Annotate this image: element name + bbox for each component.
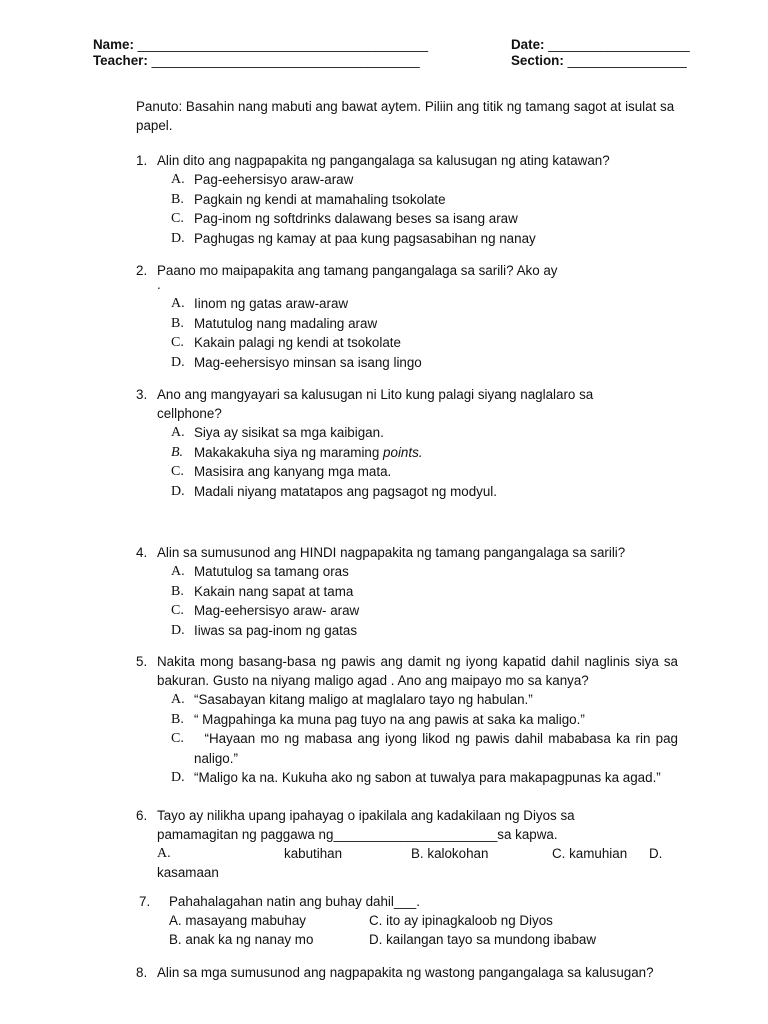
option-b: B. Kakain nang sapat at tama [171,583,354,599]
option-b: B. Pagkain ng kendi at mamahaling tsokolate [171,191,446,207]
option-a: kabutihan [284,846,343,861]
name-label: Name: [93,37,134,52]
question-text: Pahahalagahan natin ang buhay dahil___. [169,894,420,909]
date-field [511,37,690,52]
section-label: Section: [511,53,564,68]
option-a: A. “Sasabayan kitang maligo at maglalaro tayo ng habulan.” [171,692,533,707]
option-d-letter: D. [649,846,663,861]
option-d: D. Mag-eehersisyo minsan sa isang lingo [171,354,422,370]
section-field [511,53,687,68]
answer-blank: ______________________ [333,827,498,842]
question-text: Ano ang mangyayari sa kalusugan ni Lito kung palagi siyang naglalaro sa cellphone? [157,387,594,421]
options-list [136,294,678,372]
option-d: D. Paghugas ng kamay at paa kung pagsasabihan ng nanay [171,230,536,246]
question-number: 2. [136,263,148,278]
question-number: 4. [136,545,148,560]
name-field [93,37,428,52]
question-4 [136,543,678,640]
question-6 [136,806,678,882]
question-number: 6. [136,808,148,823]
question-number: 7. [139,894,151,909]
option-a: A. Iinom ng gatas araw-araw [171,296,349,311]
options-list [136,562,678,640]
teacher-field [93,53,420,68]
question-text: Nakita mong basang-basa ng pawis ang damit ng iyong kapatid dahil naglinis siya sa bakuran. Gusto na niyang maligo agad . Ano ang maipayo mo sa kanya? [157,654,678,688]
question-text: Alin sa mga sumusunod ang nagpapakita ng wastong pangangalaga sa kalusugan? [157,965,654,980]
italic-term: points. [383,444,423,460]
option-a: A. masayang mabuhay [169,913,306,928]
option-b: B. anak ka ng nanay mo [169,932,314,947]
option-c: C. Masisira ang kanyang mga mata. [171,464,392,479]
option-a-letter: A. [157,846,171,861]
option-b: B. Makakakuha siya ng maraming points. [171,444,423,460]
name-blank: _______________________________________ [137,37,429,52]
instructions: Panuto: Basahin nang mabuti ang bawat aytem. Piliin ang titik ng tamang sagot at isulat sa papel. [136,99,675,133]
option-d: D. “Maligo ka na. Kukuha ako ng sabon at tuwalya para makapagpunas ka agad.” [171,770,661,785]
question-number: 3. [136,387,148,402]
date-label: Date: [511,37,545,52]
question-text: Alin sa sumusunod ang HINDI nagpapakita ng tamang pangangalaga sa sarili? [157,545,626,560]
option-c: C. Pag-inom ng softdrinks dalawang beses sa isang araw [171,211,518,226]
question-number: 1. [136,153,148,168]
question-number: 5. [136,654,148,669]
section-blank: ________________ [567,53,687,68]
teacher-blank: ____________________________________ [151,53,420,68]
option-b: B. Matutulog nang madaling araw [171,315,378,331]
question-2 [136,261,678,372]
option-c: C. “Hayaan mo ng mabasa ang iyong likod ng pawis dahil mababasa ka rin pag naligo.” [171,731,682,766]
option-c: C. Mag-eehersisyo araw- araw [171,603,360,618]
question-5 [136,652,682,788]
question-7 [136,892,678,949]
options-list [136,423,678,501]
question-1 [136,151,678,248]
question-text-line2: pamamagitan ng paggawa ng______________________sa kapwa. [157,827,558,842]
option-c: C. kamuhian [552,846,628,861]
options-grid [169,911,678,949]
option-a: A. Siya ay sisikat sa mga kaibigan. [171,425,384,440]
option-c: C. Kakain palagi ng kendi at tsokolate [171,335,401,350]
question-text: Alin dito ang nagpapakita ng pangangalaga sa kalusugan ng ating katawan? [157,153,610,168]
question-text: Tayo ay nilikha upang ipahayag o ipakilala ang kadakilaan ng Diyos sa [157,808,575,823]
answer-dot: . [157,277,161,292]
question-3 [136,385,678,501]
date-blank: ___________________ [548,37,690,52]
question-8 [136,963,678,982]
options-list [136,690,682,788]
question-text: Paano mo maipapakita ang tamang pangangalaga sa sarili? Ako ay [157,263,558,278]
option-a: A. Pag-eehersisyo araw-araw [171,172,354,187]
option-d: D. Iiwas sa pag-inom ng gatas [171,622,358,638]
option-d: kasamaan [157,865,219,880]
options-row [157,844,678,863]
option-d: D. Madali niyang matatapos ang pagsagot ng modyul. [171,483,497,499]
option-c: C. ito ay ipinagkaloob ng Diyos [369,913,553,928]
question-number: 8. [136,965,148,980]
teacher-label: Teacher: [93,53,148,68]
options-list [136,170,678,248]
option-b: B. “ Magpahinga ka muna pag tuyo na ang pawis at saka ka maligo.” [171,711,585,727]
option-d: D. kailangan tayo sa mundong ibabaw [369,932,597,947]
option-a: A. Matutulog sa tamang oras [171,564,349,579]
option-b: B. kalokohan [411,846,489,861]
